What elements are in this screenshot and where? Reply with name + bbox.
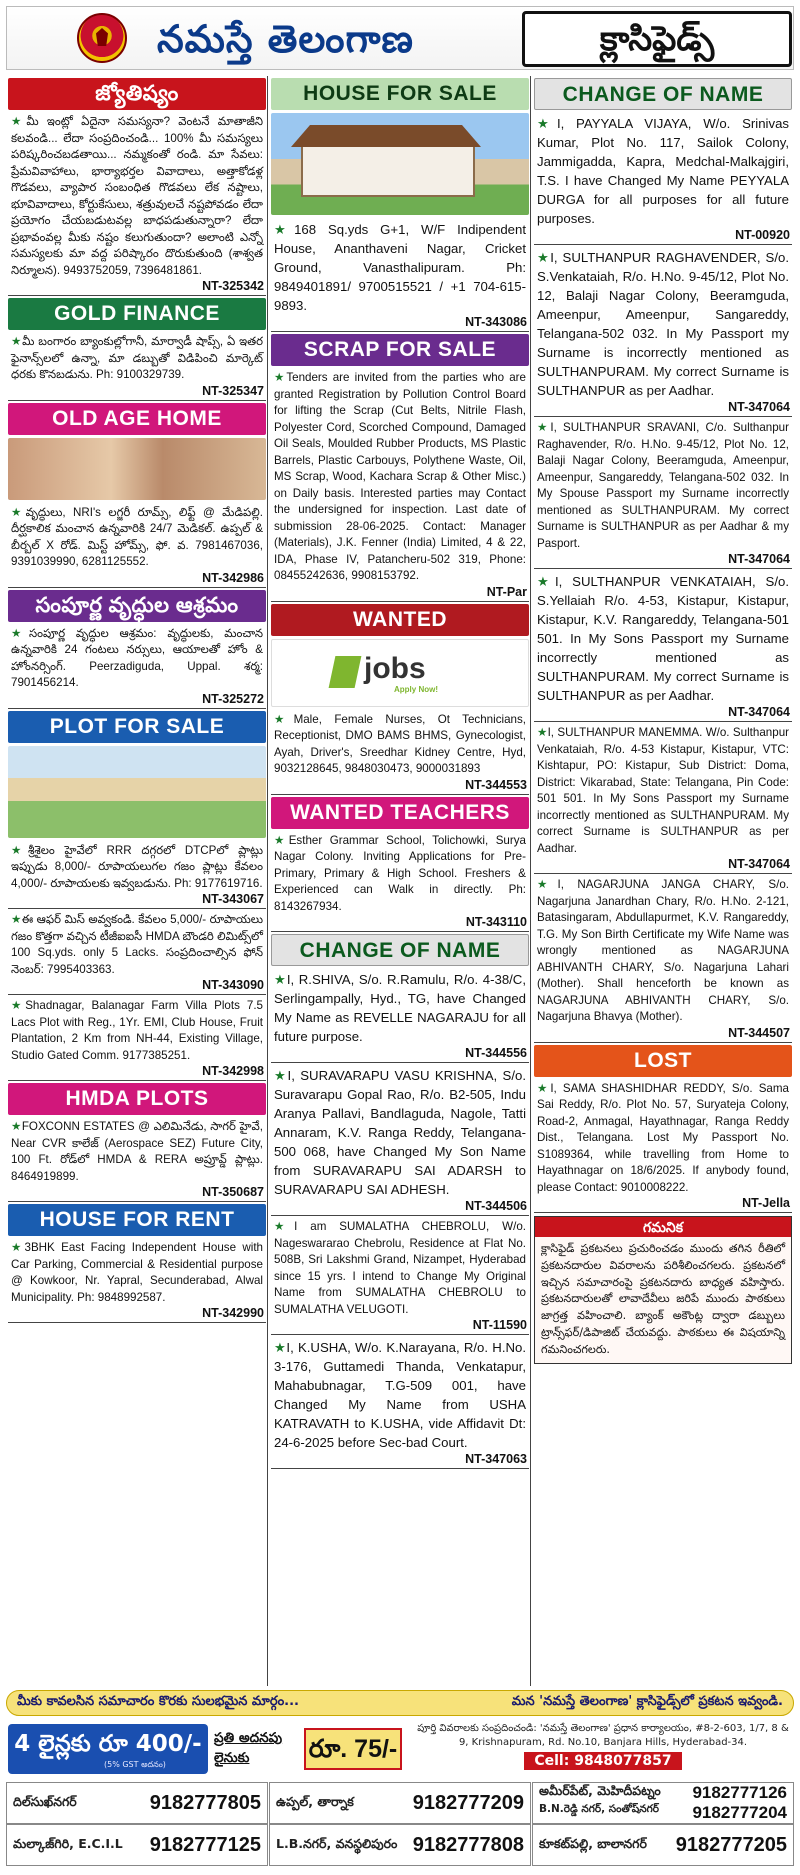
ad-code: NT-347064 <box>534 857 792 874</box>
branch-area: కూకట్‌పల్లి, బాలానగర్ <box>539 1835 647 1851</box>
ad-code: NT-00920 <box>534 228 792 245</box>
ad-code: NT-344556 <box>271 1046 529 1063</box>
branch-phone <box>532 1824 794 1866</box>
column-left <box>8 76 266 1686</box>
section-header-change-of-name: CHANGE OF NAME <box>271 934 529 966</box>
office-cell-number: Cell: 9848077857 <box>524 1752 681 1770</box>
branch-number: 9182777204 <box>692 1803 787 1822</box>
ad-text: ★వృద్ధులు, NRI's లగ్జరీ రూమ్స్, లిఫ్ట్ @ మేడిపల్లి. దీర్ఘకాలిక మంచాన ఉన్నవారికి 24/7 మెడికల్. ఉప్పల్ & బీర్బల్ X రోడ్. మిస్ట్ హోమ్స్, ఫో. వ. 7981467036, 9391039990, 6281125552. <box>11 505 263 568</box>
ad-text: ★I am SUMALATHA CHEBROLU, W/o. Nageswararao Chebrolu, Residence at Flat No. 508B, Sri Lakshmi Grand, Nizampet, Hyderabad since 15 yrs. I intend to Change My Original Name from SUMALATHA CHEBROLU to SUMALATHA VELUGOTI. <box>274 1220 526 1316</box>
extra-line-price: రూ. 75/- <box>304 1728 402 1770</box>
branch-phone-grid <box>6 1782 794 1866</box>
branch-number: 9182777126 <box>692 1783 787 1802</box>
branch-area: మల్కాజ్‌గిరి, E.C.I.L <box>13 1835 123 1851</box>
house-photo <box>271 113 529 215</box>
footer-rate-card <box>6 1690 794 1870</box>
ad-text: ★Male, Female Nurses, Ot Technicians, Receptionist, DMO BAMS BHMS, Gynecologist, Ayah, Driver's, Sreedhar Kidney Centre, Hyd, 9032128645, 9848030473, 9000031893 <box>274 712 526 775</box>
ad-text: ★Shadnagar, Balanagar Farm Villa Plots 7.5 Lacs Plot with Reg., 1Yr. EMI, Club House, Fruit Plantation, 2 Km from NH-44, Existing Village, Studio Gated Comm. 9177385251. <box>11 999 263 1062</box>
column-middle <box>271 76 529 1686</box>
ad-text: ★168 Sq.yds G+1, W/F Indipendent House, Ananthaveni Nagar, Cricket Ground, Vanasthalipuram. Ph: 9849401891/ 9700515521 / +1 704-615-9893. <box>274 222 527 313</box>
section-header-house-for-rent: HOUSE FOR RENT <box>8 1204 266 1236</box>
classifieds-title: క్లాసిఫైడ్స్ <box>522 11 792 67</box>
branch-number: 9182777808 <box>412 1833 524 1856</box>
section-header-ashram: సంపూర్ణ వృద్ధుల ఆశ్రమం <box>8 590 266 622</box>
four-lines-price: 4 లైన్లకు రూ 400/- (5% GST అదనం) <box>8 1724 208 1774</box>
ad-code: NT-Jella <box>534 1196 792 1213</box>
ad-text: ★3BHK East Facing Independent House with Car Parking, Commercial & Residential purpose @ Kowkoor, Nr. Yapral, Secunderabad, Alwal Municipality. Ph: 9848992587. <box>11 1241 263 1304</box>
section-header-astrology: జ్యోతిష్యం <box>8 78 266 110</box>
column-divider <box>530 76 531 1686</box>
ad-text: ★మీ ఇంట్లో ఏదైనా సమస్యనా? వెంటనే మాతాజీని కలవండి... లేదా సంప్రదించండి... 100% మీ సమస్యలు పరిష్కరించబడతాయి... నమ్మకంతో రండి. మా సేవలు: ప్రేమవివాహాలు, భార్యాభర్తల వివాదాలు, అత్తాకోడళ్ల గొడవలు, వ్యాపార సంబంధిత గొడవలు లేక నష్టాలు, భూవివాదాలు, కోర్టుకేసులు, శత్రువులచే నష్టపోవడం లేదా ప్రయోగం చేయబడుటవల్ల బాధపడుతున్నారా? లేదా ప్రభావంవల్ల మీకు నష్టం కలుగుతుందా? అలాంటి ఎన్నో సమస్యలకు మా వద్ద పరిష్కారం దొరుకుతుంది (శాశ్వత నిర్మూలన). 9493752059, 7396481861. <box>11 115 263 277</box>
ad-text: ★మీ బంగారం బ్యాంకుల్లోగానీ, మార్వాడీ షాప్స్, ఏ ఇతర ఫైనాన్స్‌లలో ఉన్నా, మా డబ్బుతో విడిపించి మార్కెట్ ధరకు కొనబడును. Ph: 9100329739. <box>11 335 263 381</box>
ad-text: ★సంపూర్ణ వృద్ధుల ఆశ్రమం: వృద్ధులకు, మంచాన ఉన్నవారికి 24 గంటలు నర్సులు, ఆయాలతో హోం & హోంనర్సింగ్. Peerzadiguda, Uppal. శర్మ: 7901456214. <box>11 626 263 689</box>
branch-number: 9182777209 <box>412 1791 524 1814</box>
branch-phone <box>532 1782 794 1824</box>
newspaper-emblem-icon <box>77 13 127 63</box>
section-header-wanted-teachers: WANTED TEACHERS <box>271 797 529 829</box>
branch-area: L.B.నగర్, వనస్థలిపురం <box>276 1835 398 1851</box>
newspaper-name: నమస్తే తెలంగాణ <box>157 17 414 61</box>
ad-text: ★I, NAGARJUNA JANGA CHARY, S/o. Nagarjuna Janardhan Chary, R/o. H.No. 2-121, Batasingaram, Abdullapurmet, K.V. Rangareddy, T.G. My Son Birth Certificate my Wife Name was wrongly mentioned as NAGARJUNA ABHIVANTH CHARY, S/o. Nagarjuna Lahari (Mother). Shall henceforth be known as NAGARJUNA ABHIVANTH CHARY, S/o. Nagarjuna Bhavya (Mother). <box>537 878 789 1023</box>
jobs-logo-tagline: Apply Now! <box>394 684 438 694</box>
ad-code: NT-347064 <box>534 705 792 722</box>
ad-text: ★I, SULTHANPUR SRAVANI, C/o. Sulthanpur Raghavender, R/o. H.No. 9-45/12, Plot No. 12, Balaji Nagar Colony, Beeramguda, Ameenpur, Ameenpur, Sangareddy, Telangana-502 032. In My Spouse Passport my Surname incorrectly mentioned as SULTHANPURAM. My correct Surname is SULTHANPUR as per Aadhar & my Pasport. <box>537 421 789 550</box>
ad-code: NT-342986 <box>8 571 266 588</box>
ad-text: ★I, SULTHANPUR MANEMMA. W/o. Sulthanpur Venkataiah, R/o. 4-53 Kistapur, Kistapur, VTC: Kishtapur, PO: Kistapur, Sub District: Doma, District: Vikarabad, State: Telangana, Pin Code: 501 501. In My Sons Passport my Surname incorrectly mentioned as SULTHANPURAM. My correct Surname is SULTHANPUR as per Aadhar. <box>537 726 789 855</box>
ad-code: NT-Par <box>271 585 529 602</box>
ad-text: ★I, SAMA SHASHIDHAR REDDY, S/o. Sama Sai Reddy, R/o. Plot No. 57, Suryateja Colony, Road-2, Anmagal, Hayathnagar, Ranga Reddy Dist., Telangana. Lost My Passport No. S1089364, while travelling from Home to Hayathnagar on 18/6/2025. If anybody found, please Contact: 9010008222. <box>537 1081 789 1194</box>
section-header-scrap-for-sale: SCRAP FOR SALE <box>271 334 529 366</box>
plot-photo <box>8 746 266 838</box>
jobs-mark-icon <box>329 656 362 688</box>
ad-text: ★I, K.USHA, W/o. K.Narayana, R/o. H.No. 3-176, Guttamedi Thanda, Venkatapur, Mahabubnagar, T.G-509 001, have Changed My Name from USHA KATRAVATH to K.USHA, vide Affidavit Dt: 24-6-2025 before Sec-bad Court. <box>274 1340 527 1450</box>
price-box <box>6 1720 794 1778</box>
ad-text: ★I, SULTHANPUR VENKATAIAH, S/o. S.Yellaiah R/o. 4-53, Kistapur, Kistapur, Kistapur, K.V. Rangareddy, Telangana-501 501. In My Sons Passport my Surname incorrectly mentioned as SULTHANPURAM. My correct Surname is SULTHANPUR as per Aadhar. <box>537 574 789 703</box>
ad-code: NT-350687 <box>8 1185 266 1202</box>
ad-text: ★ఈ ఆఫర్ మిస్ అవ్వకండి. కేవలం 5,000/- రూపాయలు గజం కొత్తగా వచ్చిన టీజీఐఐసీ HMDA బౌండరి లిమిట్స్‌లో 100 Sq.yds. only 5 Lacks. సంప్రదించాల్సిన ఫోన్ నెంబర్: 7995403363. <box>11 913 263 976</box>
old-age-home-photo <box>8 438 266 500</box>
section-header-plot-for-sale: PLOT FOR SALE <box>8 711 266 743</box>
masthead <box>6 6 794 70</box>
ad-code: NT-347063 <box>271 1452 529 1469</box>
branch-area: ఉప్పల్, తార్నాక <box>276 1793 354 1809</box>
ad-code: NT-325342 <box>8 279 266 296</box>
ad-code: NT-343090 <box>8 978 266 995</box>
ad-code: NT-325272 <box>8 692 266 709</box>
ad-code: NT-344506 <box>271 1199 529 1216</box>
ad-text: ★FOXCONN ESTATES @ ఎలిమినేడు, సాగర్ హైవే, Near CVR కాలేజ్ (Aerospace SEZ) Future City, 100 Ft. రోడ్‌లో HMDA & RERA అప్రూవ్డ్ ప్లాట్లు. 8464919899. <box>11 1120 263 1183</box>
ad-code: NT-343067 <box>8 892 266 909</box>
ad-text: ★Esther Grammar School, Tolichowki, Surya Nagar Colony. Inviting Applications for Pre-Primary, Primary & High School. Freshers & Experienced can Walk in directly. Ph: 8143267934. <box>274 833 526 913</box>
ad-text: ★I, PAYYALA VIJAYA, W/o. Srinivas Kumar, Plot No. 117, Sailok Colony, Jammigadda, Kapra, Medchal-Malkajgiri, T.S. I have Changed My Name PEYYALA DURGA for all purposes for all future purposes. <box>537 116 790 226</box>
ad-code: NT-343110 <box>271 915 529 932</box>
section-header-house-for-sale: HOUSE FOR SALE <box>271 78 529 110</box>
ad-code: NT-342998 <box>8 1064 266 1081</box>
section-header-wanted: WANTED <box>271 604 529 636</box>
jobs-logo-image <box>271 639 529 707</box>
section-header-old-age-home: OLD AGE HOME <box>8 403 266 435</box>
branch-phone <box>6 1824 268 1866</box>
notice-body: క్లాసిఫైడ్ ప్రకటనలు ప్రచురించడం ముందు తగిన రీతిలో ప్రకటనదారుల వివరాలను పరిశీలించగలరు. ప్రకటనలో ఇచ్చిన సమాచారంపై ప్రకటనదారు బాధ్యత వహిస్తారు. ప్రకటనదారులతో లావాదేవీలు జరిపే ముందు పాఠకులు జాగ్రత్త వహించాలి. బ్యాంక్ అకౌంట్ల ద్వారా డబ్బులు ట్రాన్స్‌ఫర్/డిపాజిట్ చేయవద్దు. పాఠకులు ఈ విషయాన్ని గమనించగలరు. <box>535 1237 791 1363</box>
branch-area: B.N.రెడ్డి నగర్, సంతోష్‌నగర్ <box>539 1803 659 1815</box>
head-office-info <box>414 1722 792 1776</box>
ad-code: NT-347064 <box>534 400 792 417</box>
reader-notice <box>534 1216 792 1364</box>
ad-text: ★Tenders are invited from the parties who are granted Registration by Pollution Control Board for lifting the Scrap (Cut Belts, Nitrile Flash, Polyester Cord, Scorched Compound, Damaged Oil Seals, Moulded Rubber Products, MS Plastic Barrels, Plastic Carbouys, Polythene Waste, Oil, MS Scrap, Wood, Kachara Scrap & Other Misc.) on Daily basis. Interested parties may Contact the undersigned for inspection. Last date of submission 28-06-2025. Contact: Manager (Materials), J.K. Fenner (India) Limited, 4 & 22, IDA, Phase IV, Patancheru-502 319, Phone: 08455242636, 9908153792. <box>274 371 526 582</box>
ad-code: NT-347064 <box>534 552 792 569</box>
ad-text: ★I, SURAVARAPU VASU KRISHNA, S/o. Suravarapu Gopal Rao, R/o. B2-505, Indu Aranya Pallavi, Bandlaguda, Nagole, Tatti Annaram, K.V. Ranga Reddy, Telangana-500 068, have Changed My Son Name from SURAVARAPU SAI ADARSH to SURAVARAPU SAI ADHESH. <box>274 1068 526 1197</box>
branch-area: దిల్‌సుఖ్‌నగర్ <box>13 1793 77 1809</box>
section-header-hmda-plots: HMDA PLOTS <box>8 1083 266 1115</box>
strip-right-text: మన 'నమస్తే తెలంగాణ' క్లాసిఫైడ్స్‌లో ప్రకటన ఇవ్వండి. <box>511 1694 783 1709</box>
ad-code: NT-343086 <box>271 315 529 332</box>
extra-line-label: ప్రతి అదనపు లైనుకు <box>214 1730 283 1766</box>
ad-code: NT-344553 <box>271 778 529 795</box>
notice-title: గమనిక <box>535 1217 791 1237</box>
ad-code: NT-325347 <box>8 384 266 401</box>
ad-code: NT-11590 <box>271 1318 529 1335</box>
ad-text: ★I, SULTHANPUR RAGHAVENDER, S/o. S.Venkataiah, R/o. H.No. 9-45/12, Plot No. 12, Balaji Nagar Colony, Beeramguda, Ameenpur, Ameenpur, Sangareddy, Telangana-502 032. In My Passport my Surname is incorrectly mentioned as SULTHANPURAM. My correct Surname is SULTHANPUR as per Aadhar. <box>537 250 789 398</box>
star-icon: ★ <box>11 115 27 128</box>
ad-text: ★I, R.SHIVA, S/o. R.Ramulu, R/o. 4-38/C, Serlingampally, Hyd., TG, have Changed My Name as REVELLE NAGARAJU for all future purpose. <box>274 972 526 1044</box>
branch-number: 9182777125 <box>149 1833 261 1856</box>
section-header-lost: LOST <box>534 1045 792 1077</box>
branch-phone <box>269 1824 531 1866</box>
strip-left-text: మీకు కావలసిన సమాచారం కొరకు సులభమైన మార్గం... <box>17 1694 299 1709</box>
ad-text: ★శ్రీశైలం హైవేలో RRR దగ్గరలో DTCPలో ప్లాట్లు ఇప్పుడు 8,000/- రూపాయలుగల గజం ప్లాట్లు కేవలం 4,000/- రూపాయలకు ఇవ్వబడును. Ph: 9177619716. <box>11 843 263 890</box>
ad-code: NT-342990 <box>8 1306 266 1323</box>
branch-number: 9182777805 <box>149 1791 261 1814</box>
section-header-change-of-name: CHANGE OF NAME <box>534 78 792 110</box>
branch-area: అమీర్‌పేట్, మెహిదీపట్నం <box>539 1783 661 1798</box>
jobs-logo-text: jobs <box>364 651 426 685</box>
branch-phone <box>6 1782 268 1824</box>
column-right <box>534 76 792 1686</box>
branch-phone <box>269 1782 531 1824</box>
ad-code: NT-344507 <box>534 1026 792 1043</box>
gst-note: (5% GST అదనం) <box>104 1760 166 1769</box>
section-header-gold-finance: GOLD FINANCE <box>8 298 266 330</box>
branch-number: 9182777205 <box>675 1833 787 1856</box>
office-address: పూర్తి వివరాలకు సంప్రదించండి: 'నమస్తే తెలంగాణ' ప్రధాన కార్యాలయం, #8-2-603, 1/7, 8 & 9, Krishnapuram, Rd. No.10, Banjara Hills, Hyderabad-34. <box>417 1723 789 1748</box>
footer-strip <box>6 1690 794 1716</box>
column-divider <box>267 76 268 1686</box>
